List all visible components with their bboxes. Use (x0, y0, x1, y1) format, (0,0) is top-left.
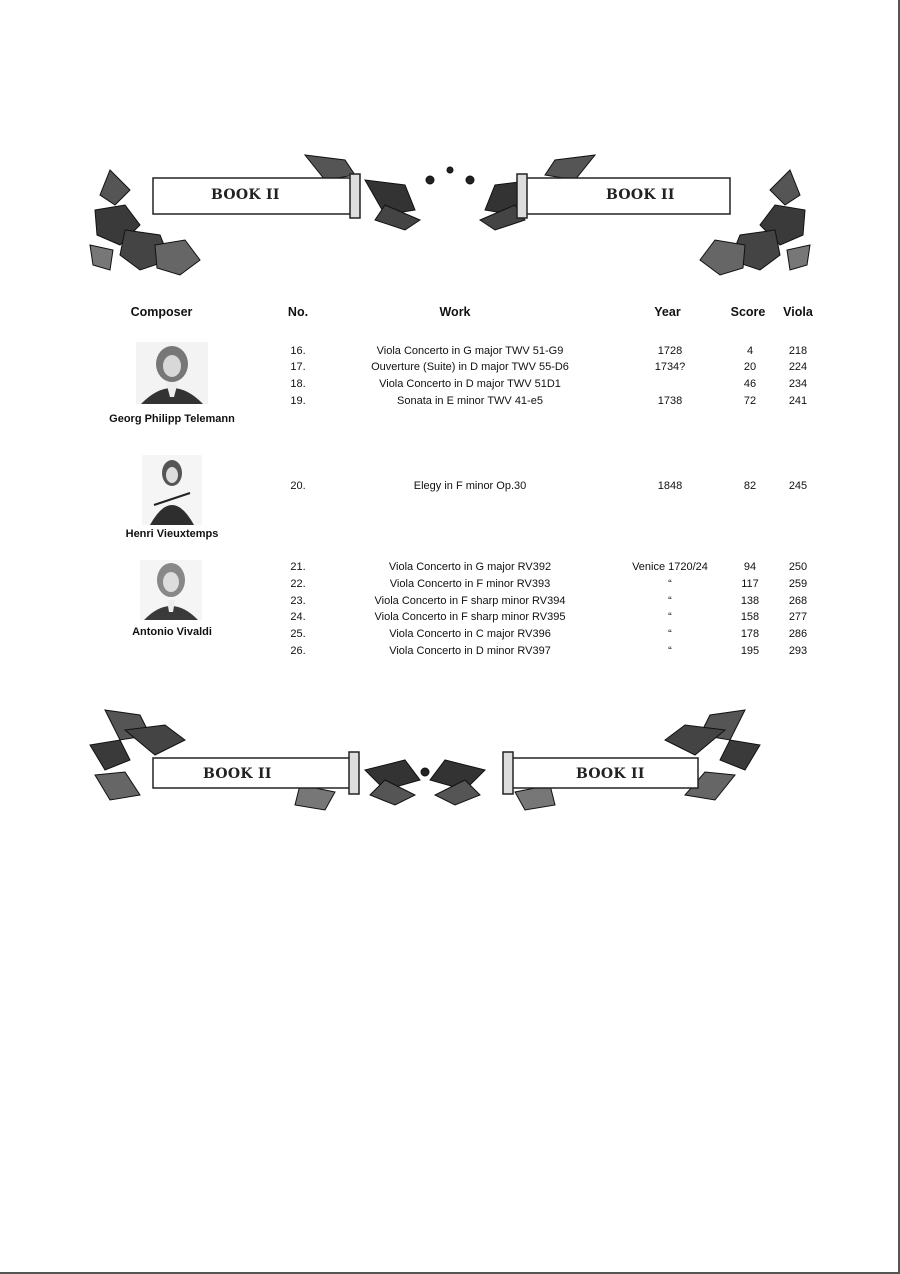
row-viola: 293 (788, 645, 808, 657)
row-no: 16. (290, 345, 306, 357)
header-work: Work (439, 305, 471, 319)
row-score: 20 (743, 361, 757, 373)
row-year: 1734? (654, 361, 686, 373)
top-banner (85, 150, 815, 280)
row-year: 1848 (657, 480, 683, 492)
banner-label-bottom-left: BOOK II (203, 766, 272, 782)
row-viola: 286 (788, 628, 808, 640)
row-no: 19. (290, 395, 306, 407)
row-year: “ (668, 645, 672, 657)
row-no: 17. (290, 361, 306, 373)
row-no: 22. (290, 578, 306, 590)
row-no: 18. (290, 378, 306, 390)
row-work: Viola Concerto in C major RV396 (389, 628, 551, 640)
header-viola: Viola (783, 305, 813, 319)
row-score: 72 (743, 395, 757, 407)
vieuxtemps-portrait (142, 455, 202, 525)
header-year: Year (654, 305, 681, 319)
row-score: 138 (740, 595, 760, 607)
row-score: 46 (743, 378, 757, 390)
holly-ornament (85, 150, 815, 280)
row-year: 1738 (657, 395, 683, 407)
row-score: 158 (740, 611, 760, 623)
row-score: 195 (740, 645, 760, 657)
row-score: 117 (741, 578, 759, 590)
row-year: Venice 1720/24 (632, 561, 708, 573)
row-work: Viola Concerto in F sharp minor RV395 (374, 611, 566, 623)
banner-label-top-right: BOOK II (606, 187, 675, 203)
row-no: 20. (290, 480, 306, 492)
row-year: “ (668, 628, 672, 640)
row-work: Viola Concerto in G major TWV 51-G9 (376, 345, 564, 357)
row-year: “ (668, 611, 672, 623)
row-work: Viola Concerto in F sharp minor RV394 (374, 595, 566, 607)
row-viola: 250 (788, 561, 808, 573)
row-viola: 277 (788, 611, 808, 623)
row-work: Viola Concerto in G major RV392 (388, 561, 552, 573)
composer-name: Georg Philipp Telemann (109, 413, 235, 425)
banner-label-top-left: BOOK II (211, 187, 280, 203)
row-viola: 259 (788, 578, 808, 590)
row-viola: 268 (788, 595, 808, 607)
bottom-banner (85, 700, 765, 830)
header-composer: Composer (130, 305, 193, 319)
row-no: 24. (290, 611, 306, 623)
row-viola: 218 (788, 345, 808, 357)
row-score: 4 (746, 345, 754, 357)
composer-name: Antonio Vivaldi (132, 626, 212, 638)
row-score: 94 (743, 561, 757, 573)
header-score: Score (730, 305, 766, 319)
row-no: 26. (290, 645, 306, 657)
row-year: “ (668, 578, 672, 590)
row-no: 21. (290, 561, 306, 573)
row-work: Elegy in F minor Op.30 (413, 480, 527, 492)
row-work: Sonata in E minor TWV 41-e5 (397, 395, 543, 407)
banner-label-bottom-right: BOOK II (576, 766, 645, 782)
row-year: “ (668, 595, 672, 607)
row-work: Viola Concerto in D major TWV 51D1 (379, 378, 561, 390)
holly-ornament (85, 700, 765, 815)
row-viola: 224 (788, 361, 808, 373)
row-score: 178 (740, 628, 760, 640)
row-viola: 245 (788, 480, 808, 492)
vivaldi-portrait (140, 560, 202, 620)
row-year: 1728 (657, 345, 683, 357)
row-viola: 234 (788, 378, 808, 390)
header-no: No. (287, 305, 309, 319)
row-no: 25. (290, 628, 306, 640)
row-work: Viola Concerto in F minor RV393 (389, 578, 551, 590)
row-score: 82 (743, 480, 757, 492)
row-no: 23. (290, 595, 306, 607)
row-viola: 241 (788, 395, 808, 407)
row-work: Ouverture (Suite) in D major TWV 55-D6 (371, 361, 569, 373)
row-work: Viola Concerto in D minor RV397 (389, 645, 551, 657)
composer-name: Henri Vieuxtemps (125, 528, 219, 540)
telemann-portrait (136, 342, 208, 404)
